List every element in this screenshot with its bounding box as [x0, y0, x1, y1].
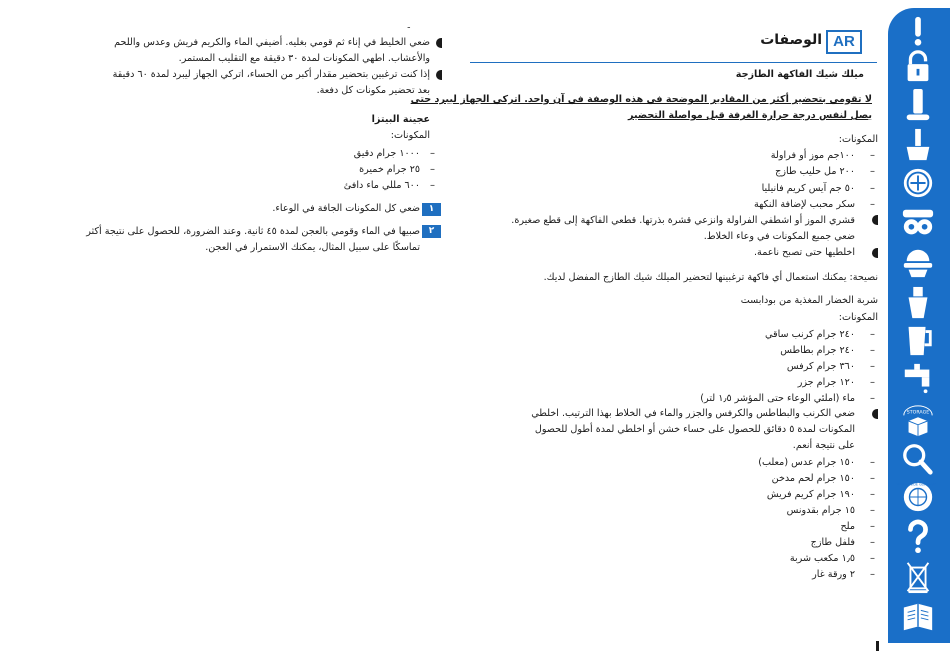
soup-heading: شربة الخضار المغذية من بودابست: [740, 295, 878, 306]
bullet-item-2-line-1: إذا كنت ترغبين بتحضير مقدار أكبر من الحساء، اتركي الجهاز ليبرد لمدة ٦٠ دقيقة: [112, 69, 430, 80]
page-title: الوصفات: [760, 32, 822, 48]
soup-ingredient: ١٢٠ جرام جزر: [797, 377, 855, 388]
milkshake-ingredient: ٢٠٠ مل حليب طازج: [775, 166, 855, 177]
dash: –: [870, 569, 875, 580]
dash: –: [870, 150, 875, 161]
soup-ingredient: ماء (املئي الوعاء حتى المؤشر ١٫٥ لتر): [700, 393, 855, 404]
gears-icon[interactable]: [896, 204, 940, 242]
soup-ingredient: ٣٦٠ جرام كرفس: [786, 361, 855, 372]
pizza-ingredient: ٦٠٠ مللي ماء دافئ: [343, 180, 420, 191]
soup-ingredient: ٢٤٠ جرام بطاطس: [780, 345, 855, 356]
soup-ingredient: ١٥٠ جرام لحم مدخن: [771, 473, 855, 484]
pizza-step-2-line-1: صبيها في الماء وقومي بالعجن لمدة ٤٥ ثانية. وعند الضرورة، للحصول على نتيجة أكثر: [86, 226, 420, 237]
dash: –: [870, 329, 875, 340]
soup-ingredient: ١٥ جرام بقدونس: [786, 505, 855, 516]
pizza-heading: عجينة البيتزا: [371, 114, 430, 125]
soup-step-line-1: ضعي الكرنب والبطاطس والكرفس والجزر والماء في الخلاط بهذا الترتيب. اخلطي: [531, 408, 855, 419]
pizza-ingredient: ٢٥ جرام خميرة: [359, 164, 420, 175]
bullet-item-1-line-2: والأعشاب. اطهي المكونات لمدة ٣٠ دقيقة مع التقليب المستمر.: [178, 53, 430, 64]
dash: –: [870, 393, 875, 404]
dash: –: [430, 164, 435, 175]
milkshake-heading: ميلك شيك الفاكهة الطازجة: [735, 69, 864, 80]
dash: –: [870, 377, 875, 388]
dash: –: [870, 553, 875, 564]
soup-ingredient: ٢ ورقة غار: [812, 569, 855, 580]
manual-book-icon[interactable]: [896, 598, 940, 636]
milkshake-ingredient: ٥٠ جم آيس كريم فانيليا: [761, 183, 855, 194]
dash: –: [430, 148, 435, 159]
dash: –: [430, 180, 435, 191]
milkshake-step-1-line-1: قشري الموز أو اشطفي الفراولة وانزعي قشرة بذرتها. قطعي الفاكهة إلى قطع صغيرة.: [511, 215, 855, 226]
recycle-bin-crossed-icon[interactable]: [896, 558, 940, 596]
soup-ingredient: ١٥٠ جرام عدس (معلب): [758, 457, 855, 468]
magnifier-icon[interactable]: [896, 440, 940, 478]
language-code-badge: AR: [826, 30, 862, 54]
milkshake-step-2: اخلطيها حتى تصبح ناعمة.: [754, 247, 855, 258]
step-number-1: ١: [422, 203, 441, 216]
pizza-step-1: ضعي كل المكونات الجافة في الوعاء.: [272, 203, 420, 214]
dash: –: [870, 537, 875, 548]
step-number-2: ٢: [422, 225, 441, 238]
blender-tool-icon[interactable]: [896, 86, 940, 124]
milkshake-ingredients-label: المكونات:: [838, 134, 878, 145]
dash: –: [870, 505, 875, 516]
jug-icon[interactable]: [896, 322, 940, 360]
bullet-marker: [872, 248, 878, 258]
dash: –: [870, 489, 875, 500]
pizza-ingredients-label: المكونات:: [390, 130, 430, 141]
page-marker: [876, 641, 879, 651]
milkshake-ingredient: ١٠٠جم موز أو فراولة: [770, 150, 855, 161]
mill-icon[interactable]: [896, 284, 940, 322]
pizza-ingredient: ١٠٠٠ جرام دقيق: [353, 148, 420, 159]
chopper-icon[interactable]: [896, 126, 940, 164]
tap-icon[interactable]: [896, 360, 940, 398]
pizza-step-2-line-2: تماسكًا على سبيل المثال، يمكنك الاستمرار في العجن.: [205, 242, 420, 253]
bullet-item-1-line-1: ضعي الخليط في إناء ثم قومي بغليه. أضيفي الماء والكريم فريش وعدس واللحم: [114, 37, 430, 48]
tip-text: نصيحة: يمكنك استعمال أي فاكهة ترغبينها لتحضير الميلك شيك الطازج المفضل لديك.: [543, 272, 878, 283]
dash: –: [870, 166, 875, 177]
exclamation-icon[interactable]: [896, 12, 940, 50]
milkshake-ingredient: سكر محبب لإضافة النكهة: [753, 199, 855, 210]
top-fragment: ـ: [407, 21, 410, 30]
header-divider: [470, 62, 877, 63]
warning-line-2: يصل لنفس درجة حرارة الغرفة قبل مواصلة التحضير: [628, 110, 872, 121]
soup-ingredient: ١٩٠ جرام كريم فريش: [766, 489, 855, 500]
bullet-item-2-line-2: بعد تحضير مكونات كل دفعة.: [316, 85, 430, 96]
padlock-icon[interactable]: [896, 48, 940, 86]
worldwide-guarantee-icon[interactable]: [896, 478, 940, 516]
guarantee-label: WORLDWIDE GUARANTEE: [896, 482, 940, 487]
dash: –: [870, 457, 875, 468]
citrus-press-icon[interactable]: [896, 244, 940, 282]
soup-ingredient: ١٫٥ مكعب شربة: [789, 553, 855, 564]
bullet-marker: [436, 38, 442, 48]
dash: –: [870, 521, 875, 532]
soup-ingredient: ملح: [840, 521, 855, 532]
dash: –: [870, 199, 875, 210]
dash: –: [870, 183, 875, 194]
bullet-marker: [436, 70, 442, 80]
bullet-marker: [872, 215, 878, 225]
soup-step-line-3: على نتيجة أنعم.: [792, 440, 855, 451]
soup-ingredients-label: المكونات:: [838, 312, 878, 323]
dash: –: [870, 361, 875, 372]
question-icon[interactable]: [896, 518, 940, 556]
storage-label: STORAGE: [906, 410, 930, 416]
soup-ingredient: فلفل طازج: [810, 537, 855, 548]
dash: –: [870, 473, 875, 484]
soup-step-line-2: المكونات لمدة ٥ دقائق للحصول على حساء خشن أو اخلطي لمدة أطول للحصول: [534, 424, 855, 435]
bullet-marker: [872, 409, 878, 419]
blade-disc-icon[interactable]: [896, 164, 940, 202]
soup-ingredient: ٢٤٠ جرام كرنب ساقي: [765, 329, 855, 340]
warning-line-1: لا تقومي بتحضير أكثر من المقادير الموضحة في هذه الوصفة في آن واحد. اتركي الجهاز ليبرد حتى: [410, 94, 872, 105]
milkshake-step-1-line-2: ضعي جميع المكونات في وعاء الخلاط.: [703, 231, 855, 242]
dash: –: [870, 345, 875, 356]
storage-box-icon[interactable]: [896, 402, 940, 440]
